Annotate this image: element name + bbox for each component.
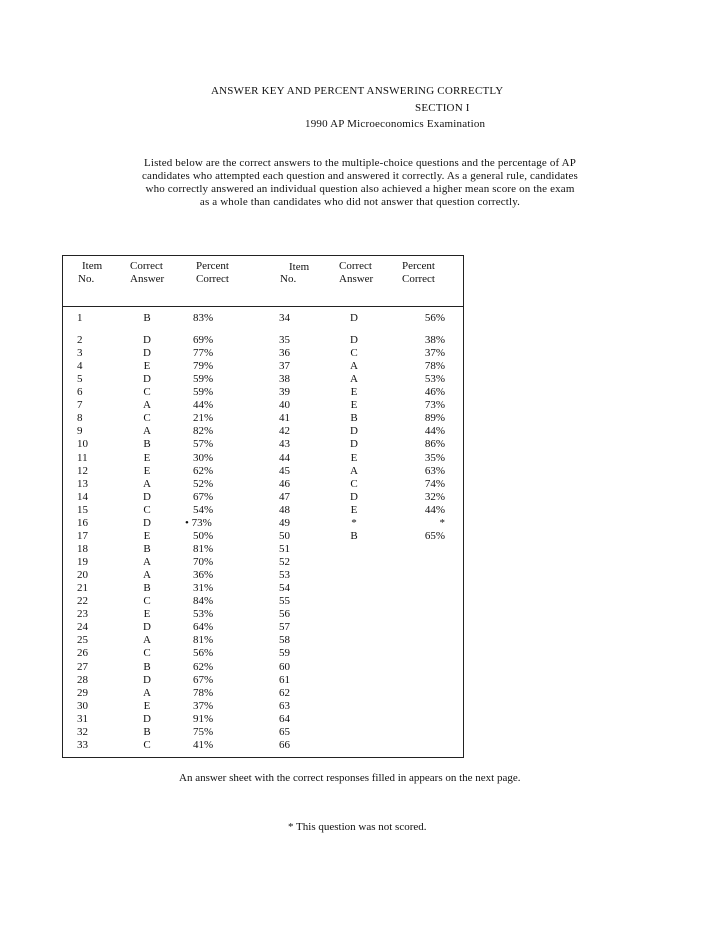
cell-percent-correct: 81% (193, 542, 214, 555)
cell-percent-correct: 31% (193, 582, 214, 595)
cell-item-number: 23 (77, 608, 88, 621)
cell-item-number: 53 (279, 569, 290, 582)
cell-correct-answer: A (143, 556, 151, 569)
cell-correct-answer: A (143, 686, 151, 699)
cell-percent-correct: 86% (424, 438, 445, 451)
cell-percent-correct: 44% (424, 425, 445, 438)
header-percent-left-line1: Percent (196, 260, 229, 272)
cell-correct-answer: D (143, 347, 151, 360)
cell-item-number: 55 (279, 595, 290, 608)
cell-percent-correct: 69% (193, 334, 214, 346)
cell-item-number: 7 (77, 399, 83, 412)
cell-correct-answer: C (143, 595, 151, 608)
cell-item-number: 58 (279, 634, 290, 647)
cell-item-number: 51 (279, 542, 290, 555)
cell-correct-answer: D (143, 334, 151, 346)
cell-item-number: 11 (77, 451, 88, 464)
cell-item-number: 45 (279, 464, 290, 477)
header-percent-left-line2: Correct (196, 273, 229, 285)
cell-item-number: 35 (279, 334, 290, 346)
cell-correct-answer: A (143, 425, 151, 438)
cell-percent-correct: 84% (193, 595, 214, 608)
cell-correct-answer: C (350, 477, 358, 490)
cell-correct-answer: D (350, 334, 358, 346)
cell-percent-correct: 53% (424, 373, 445, 386)
cell-item-number: 17 (77, 529, 88, 542)
cell-item-number: 3 (77, 347, 83, 360)
cell-item-number: 5 (77, 373, 83, 386)
cell-item-number: 24 (77, 621, 88, 634)
cell-correct-answer: A (350, 360, 358, 373)
cell-item-number: 56 (279, 608, 290, 621)
cell-percent-correct: 91% (193, 712, 214, 725)
cell-percent-correct: 36% (193, 569, 214, 582)
cell-correct-answer: B (143, 725, 151, 738)
cell-correct-answer: D (350, 312, 358, 324)
cell-correct-answer: A (350, 464, 358, 477)
cell-item-number: 9 (77, 425, 83, 438)
cell-correct-answer: E (143, 451, 151, 464)
cell-correct-answer: D (350, 425, 358, 438)
cell-item-number: 19 (77, 556, 88, 569)
cell-percent-correct: 38% (424, 334, 445, 346)
cell-correct-answer: C (350, 347, 358, 360)
cell-correct-answer: E (143, 464, 151, 477)
cell-percent-correct: 46% (424, 386, 445, 399)
cell-correct-answer: C (143, 647, 151, 660)
intro-paragraph: Listed below are the correct answers to the multiple-choice questions and the percentage of AP candidates who attempted each question and answered it correctly. As a general rule, candidates who correctly answered an individual question also achieved a higher mean score on the exam as a whole than candidates who did not answer that question correctly. (142, 157, 578, 208)
cell-item-number: 26 (77, 647, 88, 660)
cell-correct-answer: A (143, 477, 151, 490)
cell-percent-correct: 53% (193, 608, 214, 621)
unscored-footnote: * This question was not scored. (288, 821, 427, 833)
cell-percent-correct: 65% (424, 529, 445, 542)
cell-item-number: 1 (77, 312, 83, 324)
cell-percent-correct: 54% (193, 503, 214, 516)
header-item-left-line1: Item (82, 260, 103, 272)
cell-item-number: 2 (77, 334, 83, 346)
cell-item-number: 63 (279, 699, 290, 712)
cell-percent-correct: • 73% (185, 516, 212, 529)
cell-percent-correct: 67% (193, 673, 214, 686)
cell-correct-answer: C (143, 738, 151, 751)
cell-correct-answer: * (351, 516, 357, 529)
cell-percent-correct: 81% (193, 634, 214, 647)
cell-percent-correct: 62% (193, 464, 214, 477)
cell-item-number: 22 (77, 595, 88, 608)
cell-item-number: 47 (279, 490, 290, 503)
cell-item-number: 34 (279, 312, 290, 324)
cell-percent-correct: 37% (424, 347, 445, 360)
cell-percent-correct: 63% (424, 464, 445, 477)
cell-percent-correct: 35% (424, 451, 445, 464)
cell-correct-answer: B (350, 529, 358, 542)
cell-item-number: 4 (77, 360, 83, 373)
cell-item-number: 10 (77, 438, 88, 451)
header-answer-left-line1: Correct (130, 260, 163, 272)
cell-item-number: 46 (279, 477, 290, 490)
cell-percent-correct: 74% (424, 477, 445, 490)
cell-correct-answer: C (143, 503, 151, 516)
cell-correct-answer: D (143, 673, 151, 686)
cell-item-number: 57 (279, 621, 290, 634)
cell-item-number: 60 (279, 660, 290, 673)
cell-correct-answer: D (143, 490, 151, 503)
cell-item-number: 32 (77, 725, 88, 738)
cell-correct-answer: B (143, 582, 151, 595)
cell-percent-correct: 73% (424, 399, 445, 412)
cell-item-number: 62 (279, 686, 290, 699)
cell-item-number: 31 (77, 712, 88, 725)
cell-correct-answer: D (143, 516, 151, 529)
cell-percent-correct: 41% (193, 738, 214, 751)
cell-item-number: 29 (77, 686, 88, 699)
cell-correct-answer: C (143, 412, 151, 425)
cell-item-number: 61 (279, 673, 290, 686)
cell-percent-correct: 52% (193, 477, 214, 490)
cell-item-number: 66 (279, 738, 290, 751)
document-title: ANSWER KEY AND PERCENT ANSWERING CORRECTLY (211, 85, 504, 97)
cell-item-number: 25 (77, 634, 88, 647)
cell-percent-correct: 78% (193, 686, 214, 699)
header-item-right-line1: Item (289, 261, 310, 273)
header-percent-right-line1: Percent (402, 260, 435, 272)
cell-item-number: 8 (77, 412, 83, 425)
cell-correct-answer: B (350, 412, 358, 425)
cell-percent-correct: 44% (193, 399, 214, 412)
cell-correct-answer: E (350, 386, 358, 399)
cell-percent-correct: 57% (193, 438, 214, 451)
cell-correct-answer: B (143, 542, 151, 555)
cell-item-number: 21 (77, 582, 88, 595)
cell-item-number: 38 (279, 373, 290, 386)
exam-name: 1990 AP Microeconomics Examination (305, 118, 486, 130)
cell-correct-answer: A (350, 373, 358, 386)
cell-percent-correct: 59% (193, 386, 214, 399)
cell-item-number: 44 (279, 451, 290, 464)
cell-percent-correct: 56% (193, 647, 214, 660)
cell-percent-correct: 59% (193, 373, 214, 386)
cell-correct-answer: D (350, 438, 358, 451)
cell-percent-correct: 83% (193, 312, 214, 324)
cell-item-number: 65 (279, 725, 290, 738)
cell-item-number: 28 (77, 673, 88, 686)
cell-correct-answer: E (350, 503, 358, 516)
cell-item-number: 41 (279, 412, 290, 425)
cell-correct-answer: D (143, 621, 151, 634)
cell-percent-correct: 50% (193, 529, 214, 542)
cell-percent-correct: 89% (424, 412, 445, 425)
cell-percent-correct: 75% (193, 725, 214, 738)
answer-sheet-note: An answer sheet with the correct responses filled in appears on the next page. (179, 772, 521, 784)
header-answer-right-line1: Correct (339, 260, 372, 272)
cell-correct-answer: E (143, 608, 151, 621)
section-label: SECTION I (415, 102, 470, 114)
cell-item-number: 6 (77, 386, 83, 399)
cell-item-number: 39 (279, 386, 290, 399)
cell-correct-answer: B (143, 660, 151, 673)
cell-item-number: 50 (279, 529, 290, 542)
cell-percent-correct: 79% (193, 360, 214, 373)
cell-percent-correct: 30% (193, 451, 214, 464)
cell-item-number: 52 (279, 556, 290, 569)
cell-item-number: 36 (279, 347, 290, 360)
cell-item-number: 33 (77, 738, 88, 751)
cell-item-number: 43 (279, 438, 290, 451)
cell-percent-correct: 32% (424, 490, 445, 503)
cell-item-number: 14 (77, 490, 88, 503)
cell-correct-answer: A (143, 634, 151, 647)
cell-percent-correct: 56% (424, 312, 445, 324)
cell-percent-correct: 21% (193, 412, 214, 425)
cell-correct-answer: D (350, 490, 358, 503)
header-percent-right-line2: Correct (402, 273, 435, 285)
cell-percent-correct: 37% (193, 699, 214, 712)
cell-correct-answer: B (143, 438, 151, 451)
cell-item-number: 49 (279, 516, 290, 529)
cell-item-number: 42 (279, 425, 290, 438)
cell-item-number: 13 (77, 477, 88, 490)
cell-percent-correct: 67% (193, 490, 214, 503)
cell-correct-answer: B (143, 312, 151, 324)
header-answer-left-line2: Answer (130, 273, 165, 285)
cell-correct-answer: A (143, 569, 151, 582)
cell-item-number: 64 (279, 712, 290, 725)
header-answer-right-line2: Answer (339, 273, 374, 285)
header-item-right-line2: No. (280, 273, 297, 285)
header-item-left-line2: No. (78, 273, 95, 285)
cell-percent-correct: 62% (193, 660, 214, 673)
cell-item-number: 59 (279, 647, 290, 660)
cell-correct-answer: E (350, 399, 358, 412)
cell-item-number: 48 (279, 503, 290, 516)
cell-correct-answer: C (143, 386, 151, 399)
cell-item-number: 37 (279, 360, 290, 373)
cell-percent-correct: 44% (424, 503, 445, 516)
cell-item-number: 12 (77, 464, 88, 477)
cell-percent-correct: 64% (193, 621, 214, 634)
cell-correct-answer: D (143, 712, 151, 725)
cell-percent-correct: 70% (193, 556, 214, 569)
cell-item-number: 30 (77, 699, 88, 712)
cell-percent-correct: 78% (424, 360, 445, 373)
cell-correct-answer: E (143, 699, 151, 712)
cell-item-number: 54 (279, 582, 290, 595)
cell-item-number: 20 (77, 569, 88, 582)
cell-item-number: 15 (77, 503, 88, 516)
table-header-divider (62, 306, 464, 307)
cell-correct-answer: A (143, 399, 151, 412)
cell-percent-correct: * (439, 516, 445, 529)
cell-correct-answer: E (143, 360, 151, 373)
cell-correct-answer: D (143, 373, 151, 386)
cell-correct-answer: E (143, 529, 151, 542)
cell-percent-correct: 82% (193, 425, 214, 438)
cell-correct-answer: E (350, 451, 358, 464)
cell-item-number: 18 (77, 542, 88, 555)
cell-percent-correct: 77% (193, 347, 214, 360)
cell-item-number: 27 (77, 660, 88, 673)
cell-item-number: 40 (279, 399, 290, 412)
cell-item-number: 16 (77, 516, 88, 529)
